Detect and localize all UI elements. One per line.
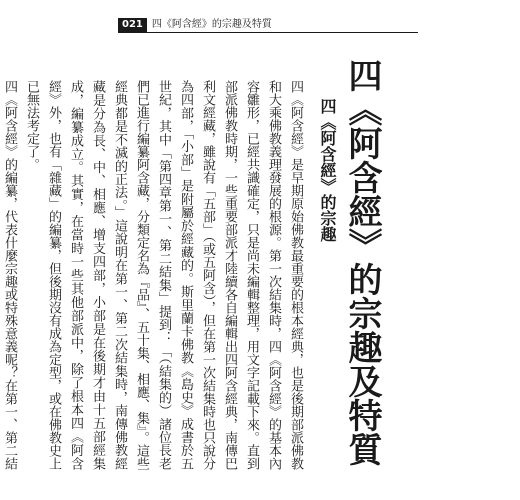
paragraph: 四《阿含經》是早期原始佛教最重要的根本經典，也是後期部派佛教和大乘佛教義理發展的根源。第一次結集時，四《阿含經》的基本內容雛形，已經共識確定，只是尚未編輯整理，用文字記載下來。直到部派佛教時期，一些重要部派才陸續各自編輯出四阿含經典，南傳巴利文經藏，雖說有「五部」（或五阿含），但在第一次結集時也只說分為四部，「小部」是附屬於經藏的。斯里蘭卡佛教《島史》成書於五世紀，其中「第四章第一、第二結集」提到：「（結集的）諸位長老們已進行編纂阿含藏，分類定名為『品』、五十集、相應、集』。這些經典都是不滅的正法。」這說明在第一、第二次結集時，南傳佛教經藏是分為長、中、相應、增支四部，小部是在後期才由十五部經集成，編纂成立。其實，在當時一些其他部派中，除了根本四《阿含經》外，也有「雜藏」的編纂，但後期沒有成為定型，或在佛教史上已無法考定了。 [24, 80, 303, 470]
section-title: 四《阿含經》的宗趣 [318, 98, 337, 242]
body-text [2, 80, 306, 470]
page-number: 021 [118, 18, 147, 32]
paragraph: 四《阿含經》的編纂，代表什麼宗趣或特殊意義呢？在第一、第二結 [2, 80, 17, 470]
running-title: 四《阿含經》的宗趣及特質 [151, 19, 272, 30]
running-header [118, 18, 418, 32]
chapter-title: 四《阿含經》的宗趣及特質 [342, 58, 382, 466]
header-divider [118, 32, 418, 33]
